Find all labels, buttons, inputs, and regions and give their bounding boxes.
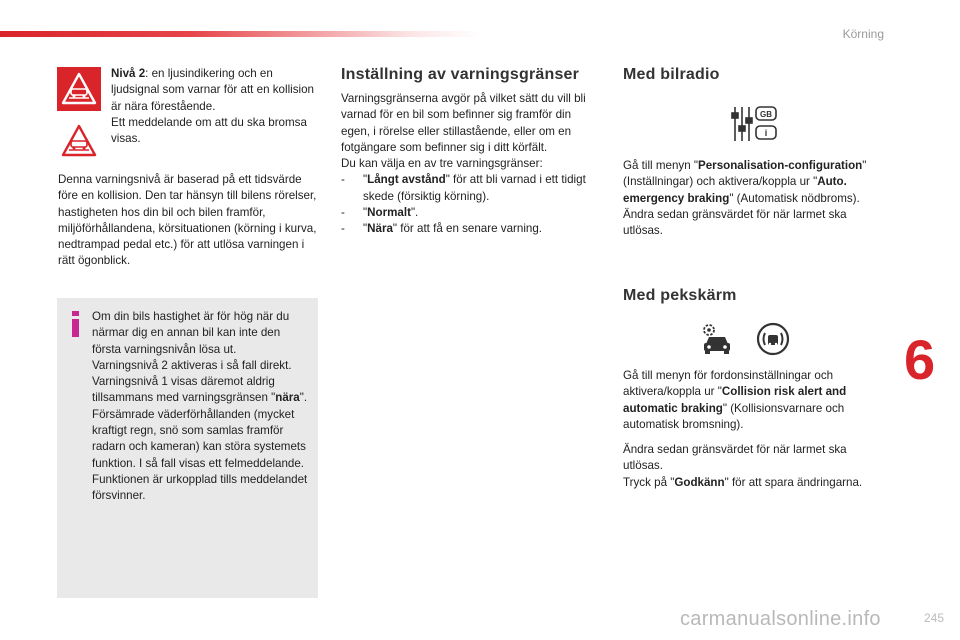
level-2-message: Ett meddelande om att du ska bromsa visas. <box>111 115 307 146</box>
page-number: 245 <box>923 611 944 625</box>
radio-icon-label-top: GB <box>760 110 772 119</box>
thresholds-intro: Du kan välja en av tre varningsgränser: <box>341 157 543 171</box>
list-item: - "Långt avstånd" för att bli varnad i ett tidigt skede (försiktig körning). <box>341 173 586 203</box>
touchscreen-confirm: Tryck på "Godkänn" för att spara ändringarna. <box>623 475 863 489</box>
thresholds-list <box>341 172 603 237</box>
info-paragraph-3: Försämrade väderförhållanden (mycket kraftigt regn, snö som samlas framför radarn och kameran) kan störa systemets funktion. I så fall visas ett felmeddelande. Funktionen är urkopplad tills meddelandet försvinner. <box>92 407 308 503</box>
car-radio-text <box>623 158 873 239</box>
thresholds-paragraph: Varningsgränserna avgör på vilket sätt du vill bli varnad för en bil som befinner sig framför din egen, i rörelse eller stillastående, eller om en fotgängare som befinner sig i ditt körfält. <box>341 92 586 154</box>
list-item: - "Nära" för att få en senare varning. <box>341 222 543 236</box>
level-2-text: : en ljusindikering och en ljudsignal som varnar för att en kollision är nära förestående. <box>111 67 314 113</box>
warning-level-paragraph: Denna varningsnivå är baserad på ett tidsvärde före en kollision. Den tar hänsyn till bilens rörelser, hastigheten hos din bil och bilen framför, miljöförhållandena, körsituationen (körning i kurva, nedtrampad pedal etc.) för att utlösa varningen i rätt ögonblick. <box>58 173 317 268</box>
car-settings-icon <box>700 322 734 356</box>
heading-car-radio: Med bilradio <box>623 66 720 83</box>
info-paragraph-1: Om din bils hastighet är för hög när du närmar dig en annan bil kan inte den första varningsnivån lösa ut. <box>92 310 290 356</box>
section-title: Körning <box>842 27 884 41</box>
info-paragraph-2: Varningsnivå 2 aktiveras i så fall direkt. Varningsnivå 1 visas däremot aldrig tillsammans med varningsgränsen "nära". <box>92 358 308 405</box>
level-2-label: Nivå 2 <box>111 67 146 80</box>
car-radio-paragraph: Gå till menyn "Personalisation-configuration" (Inställningar) och aktivera/koppla ur "Auto. emergency braking" (Automatisk nödbroms). <box>623 159 867 205</box>
car-radio-threshold: Ändra sedan gränsvärdet för när larmet ska utlösas. <box>623 207 847 238</box>
chapter-number: 6 <box>904 328 936 391</box>
radio-icon-label-bottom: i <box>764 128 768 138</box>
thresholds-text <box>341 91 603 238</box>
watermark: carmanualsonline.info <box>680 608 881 630</box>
touchscreen-threshold: Ändra sedan gränsvärdet för när larmet ska utlösas. <box>623 443 847 473</box>
heading-touchscreen: Med pekskärm <box>623 287 737 304</box>
touchscreen-paragraph: Gå till menyn för fordonsinställningar och aktivera/koppla ur "Collision risk alert and automatic braking" (Kollisionsvarnare och automatisk bromsning). <box>623 369 847 431</box>
header-accent-bar <box>0 31 480 37</box>
warning-alert-icon-white <box>57 119 101 163</box>
info-box-text <box>92 309 310 505</box>
collision-alert-icon <box>756 322 790 356</box>
radio-settings-icon <box>731 104 779 144</box>
info-icon <box>68 311 84 337</box>
touchscreen-text <box>623 368 883 433</box>
level-2-description <box>111 66 316 147</box>
list-item: - "Normalt". <box>341 206 419 220</box>
touchscreen-threshold-text <box>623 442 888 491</box>
warning-alert-icon-red <box>57 67 101 111</box>
heading-warning-thresholds: Inställning av varningsgränser <box>341 66 580 83</box>
